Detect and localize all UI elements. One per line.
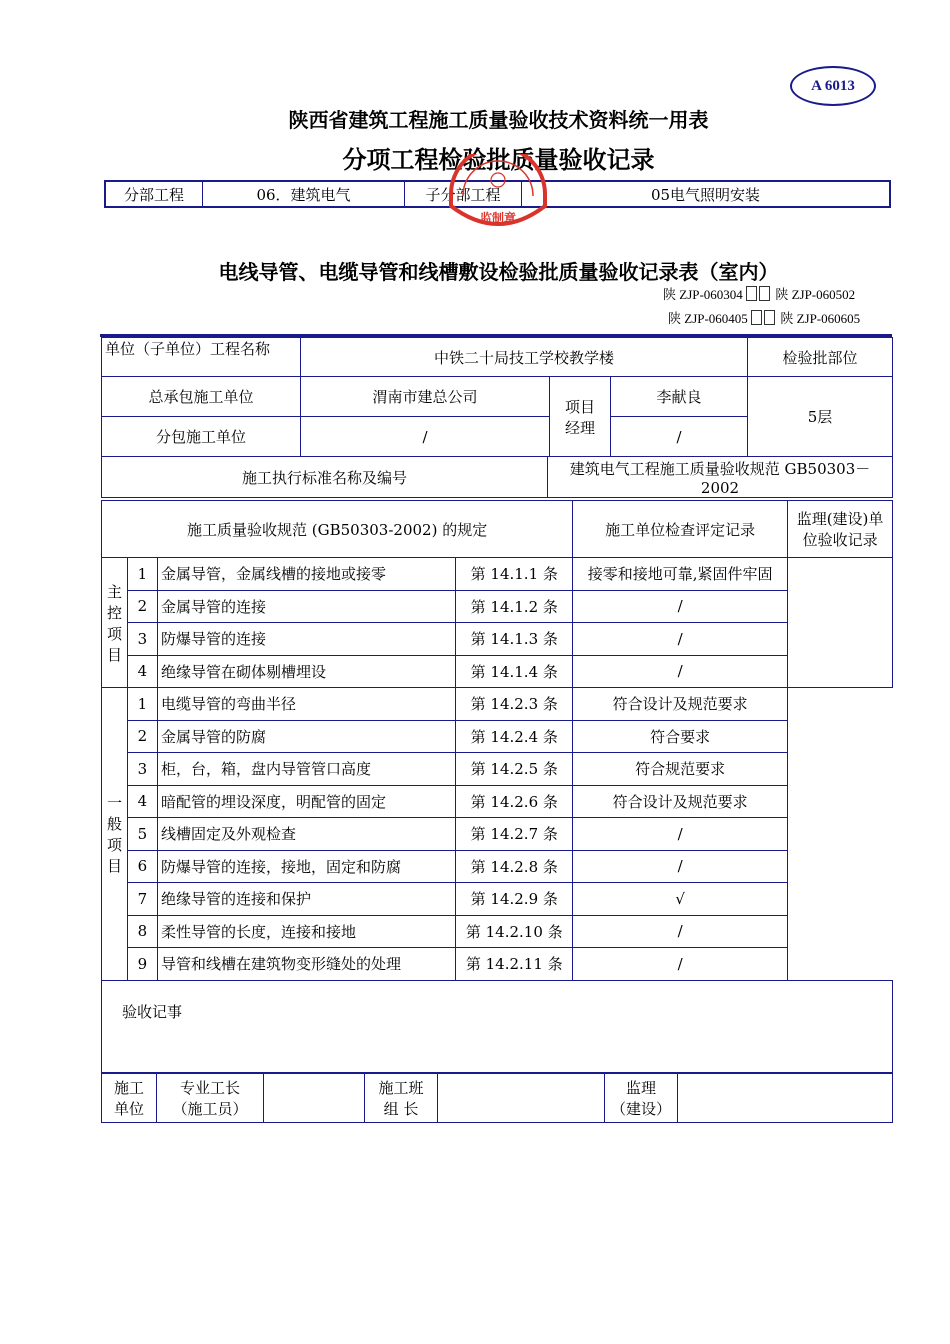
pm-label: 项目 经理 (550, 377, 611, 457)
footer-table (101, 1072, 893, 1123)
form-number-badge: A 6013 (790, 66, 876, 106)
item-record: / (573, 948, 788, 981)
checkbox-icon (751, 310, 762, 325)
item-number: 2 (127, 590, 157, 623)
item-record: 符合设计及规范要求 (573, 785, 788, 818)
item-number: 8 (127, 915, 157, 948)
subcontractor-value: / (301, 417, 550, 457)
item-clause: 第 14.1.4 条 (456, 655, 573, 688)
batch-part-label: 检验批部位 (748, 338, 893, 377)
table-row (102, 915, 893, 948)
form-title: 陕西省建筑工程施工质量验收技术资料统一用表 (288, 108, 709, 132)
item-number: 9 (127, 948, 157, 981)
item-clause: 第 14.1.2 条 (456, 590, 573, 623)
table-row (102, 850, 893, 883)
item-record: 符合规范要求 (573, 753, 788, 786)
col-spec-header: 施工质量验收规范 (GB50303-2002) 的规定 (102, 501, 573, 558)
item-name: 防爆导管的连接，接地，固定和防腐 (157, 850, 455, 883)
item-record: / (573, 818, 788, 851)
general-contractor-value: 渭南市建总公司 (301, 377, 550, 417)
item-name: 线槽固定及外观检查 (157, 818, 455, 851)
table-row (102, 623, 893, 656)
item-record: √ (573, 883, 788, 916)
item-name: 柔性导管的长度，连接和接地 (157, 915, 455, 948)
unit-name-value: 中铁二十局技工学校教学楼 (301, 338, 748, 377)
main_group-group-label: 主 控 项 目 (102, 558, 128, 688)
table-row (102, 590, 893, 623)
item-number: 1 (127, 688, 157, 721)
footer-team-label: 施工班 组 长 (365, 1073, 438, 1123)
item-clause: 第 14.2.5 条 (456, 753, 573, 786)
item-number: 4 (127, 655, 157, 688)
footer-team-value (438, 1073, 605, 1123)
zifenbu-value: 05电气照明安装 (522, 181, 891, 207)
table-row (102, 883, 893, 916)
standard-value: 建筑电气工程施工质量验收规范 GB50303－2002 (548, 457, 893, 498)
table-row (102, 558, 893, 591)
table-row (102, 688, 893, 721)
main-control-items (102, 558, 893, 688)
item-name: 柜，台，箱，盘内导管管口高度 (157, 753, 455, 786)
item-clause: 第 14.2.7 条 (456, 818, 573, 851)
col-check-header: 施工单位检查评定记录 (573, 501, 788, 558)
info-table (101, 337, 893, 498)
item-name: 导管和线槽在建筑物变形缝处的处理 (157, 948, 455, 981)
unit-name-label: 单位（子单位）工程名称 (102, 338, 301, 377)
table-row (102, 720, 893, 753)
checkbox-icon (759, 286, 770, 301)
item-name: 防爆导管的连接 (157, 623, 455, 656)
checkbox-icon (764, 310, 775, 325)
table-row (102, 818, 893, 851)
item-number: 5 (127, 818, 157, 851)
item-record: 接零和接地可靠,紧固件牢固 (573, 558, 788, 591)
general-contractor-label: 总承包施工单位 (102, 377, 301, 417)
fenbu-value: 06．建筑电气 (203, 181, 405, 207)
general_group-group-label: 一 般 项 目 (102, 688, 128, 981)
item-number: 3 (127, 623, 157, 656)
item-name: 金属导管的连接 (157, 590, 455, 623)
code-060502: 陕 ZJP-060502 (775, 287, 856, 302)
item-clause: 第 14.1.3 条 (456, 623, 573, 656)
item-number: 4 (127, 785, 157, 818)
item-name: 金属导管的防腐 (157, 720, 455, 753)
item-record: / (573, 623, 788, 656)
fenbu-label: 分部工程 (105, 181, 203, 207)
general-items (102, 688, 893, 981)
code-060605: 陕 ZJP-060605 (780, 311, 861, 326)
subcontractor-label: 分包施工单位 (102, 417, 301, 457)
checkbox-icon (746, 286, 757, 301)
sub-pm-value: / (611, 417, 748, 457)
batch-part-value: 5层 (748, 377, 893, 457)
item-clause: 第 14.2.9 条 (456, 883, 573, 916)
code-060405: 陕 ZJP-060405 (668, 311, 748, 326)
footer-foreman-label: 专业工长 （施工员） (157, 1073, 264, 1123)
code-060304: 陕 ZJP-060304 (663, 287, 743, 302)
pm-value: 李献良 (611, 377, 748, 417)
item-record: / (573, 655, 788, 688)
item-number: 3 (127, 753, 157, 786)
item-number: 2 (127, 720, 157, 753)
seal-label: 监制章 (479, 211, 517, 225)
item-clause: 第 14.2.3 条 (456, 688, 573, 721)
item-record: 符合要求 (573, 720, 788, 753)
item-record: / (573, 590, 788, 623)
table-title: 电线导管、电缆导管和线槽敷设检验批质量验收记录表（室内） (218, 260, 779, 284)
item-number: 1 (127, 558, 157, 591)
table-row (102, 655, 893, 688)
table-row (102, 753, 893, 786)
item-clause: 第 14.2.10 条 (456, 915, 573, 948)
item-clause: 第 14.2.8 条 (456, 850, 573, 883)
col-supervise-header: 监理(建设)单 位验收记录 (788, 501, 893, 558)
code-line-2 (668, 308, 860, 327)
item-clause: 第 14.1.1 条 (456, 558, 573, 591)
item-clause: 第 14.2.11 条 (456, 948, 573, 981)
item-clause: 第 14.2.4 条 (456, 720, 573, 753)
item-record: / (573, 915, 788, 948)
form-subtitle: 分项工程检验批质量验收记录 (342, 145, 655, 174)
item-clause: 第 14.2.6 条 (456, 785, 573, 818)
item-name: 绝缘导管的连接和保护 (157, 883, 455, 916)
table-row (102, 785, 893, 818)
item-name: 暗配管的埋设深度，明配管的固定 (157, 785, 455, 818)
footer-foreman-value (264, 1073, 365, 1123)
item-record: 符合设计及规范要求 (573, 688, 788, 721)
item-number: 7 (127, 883, 157, 916)
supervision-record-cell (788, 558, 893, 688)
inspection-table (101, 500, 893, 1074)
supervision-seal-icon (443, 154, 553, 234)
zifenbu-label: 子分部工程 (405, 181, 522, 207)
code-line-1 (663, 284, 855, 303)
footer-supervisor-value (678, 1073, 893, 1123)
standard-label: 施工执行标准名称及编号 (102, 457, 548, 498)
item-number: 6 (127, 850, 157, 883)
item-name: 绝缘导管在砌体剔槽埋设 (157, 655, 455, 688)
footer-supervisor-label: 监理 （建设） (605, 1073, 678, 1123)
item-name: 电缆导管的弯曲半径 (157, 688, 455, 721)
item-record: / (573, 850, 788, 883)
footer-unit-label: 施工 单位 (102, 1073, 157, 1123)
table-row (102, 948, 893, 981)
remarks-label: 验收记事 (102, 980, 893, 1073)
item-name: 金属导管，金属线槽的接地或接零 (157, 558, 455, 591)
